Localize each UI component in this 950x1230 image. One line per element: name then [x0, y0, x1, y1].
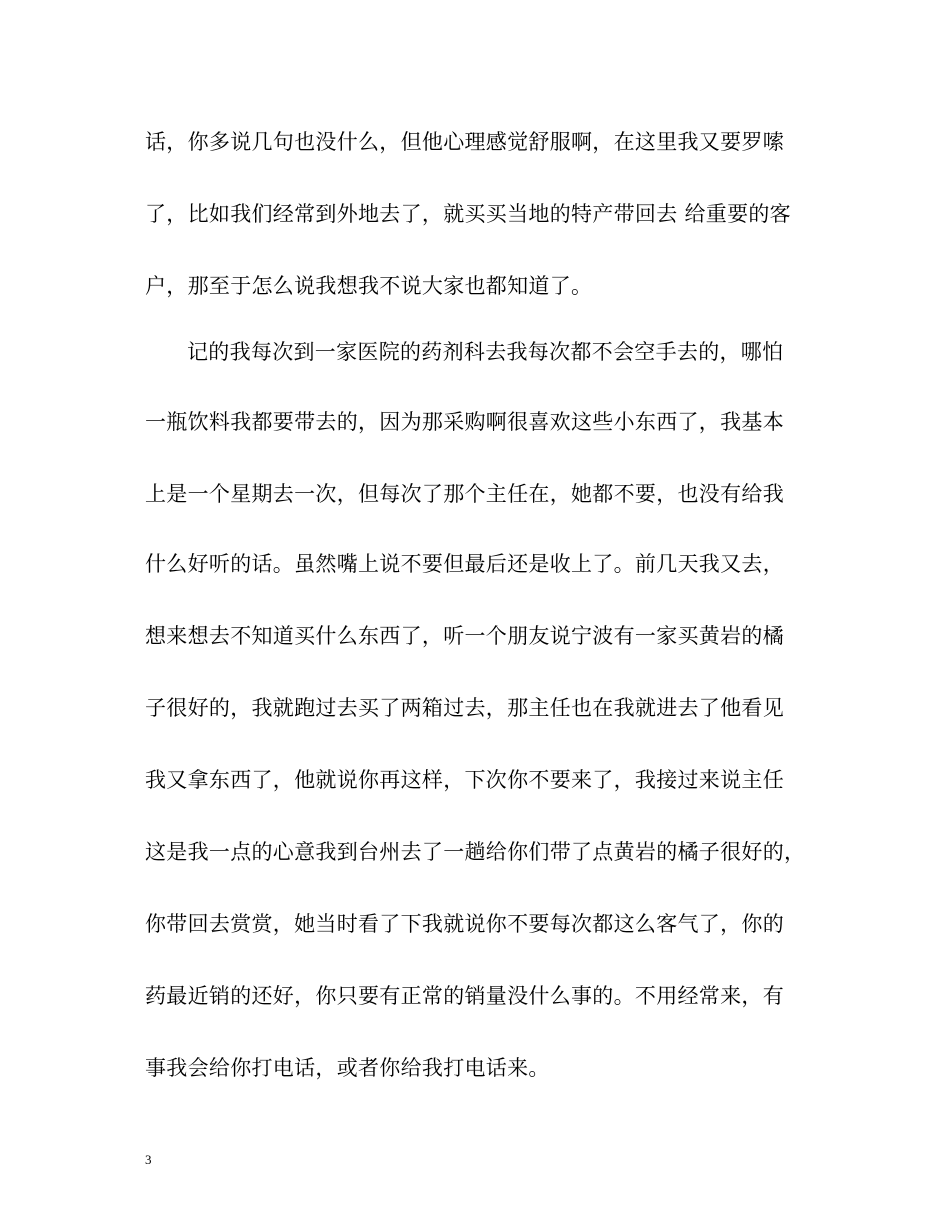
text-line: 一瓶饮料我都要带去的，因为那采购啊很喜欢这些小东西了，我基本 [145, 410, 784, 434]
text-line: 记的我每次到一家医院的药剂科去我每次都不会空手去的，哪怕 [187, 340, 784, 364]
text-line: 你带回去赏赏，她当时看了下我就说你不要每次都这么客气了，你的 [145, 912, 784, 936]
text-line: 药最近销的还好，你只要有正常的销量没什么事的。不用经常来，有 [145, 984, 784, 1008]
text-line: 想来想去不知道买什么东西了，听一个朋友说宁波有一家买黄岩的橘 [145, 624, 784, 648]
text-line: 子很好的，我就跑过去买了两箱过去，那主任也在我就进去了他看见 [145, 696, 784, 720]
text-line: 什么好听的话。虽然嘴上说不要但最后还是收上了。前几天我又去， [145, 552, 784, 576]
text-line: 这是我一点的心意我到台州去了一趟给你们带了点黄岩的橘子很好的， [145, 840, 806, 864]
page-number: 3 [145, 1152, 152, 1167]
text-line: 事我会给你打电话，或者你给我打电话来。 [145, 1056, 550, 1080]
text-line: 我又拿东西了，他就说你再这样，下次你不要来了，我接过来说主任 [145, 768, 784, 792]
text-line: 上是一个星期去一次，但每次了那个主任在，她都不要，也没有给我 [145, 482, 784, 506]
text-line: 话，你多说几句也没什么，但他心理感觉舒服啊，在这里我又要罗嗦 [145, 130, 784, 154]
text-line: 了，比如我们经常到外地去了，就买买当地的特产带回去 给重要的客 [145, 202, 791, 226]
text-line: 户，那至于怎么说我想我不说大家也都知道了。 [145, 274, 593, 298]
